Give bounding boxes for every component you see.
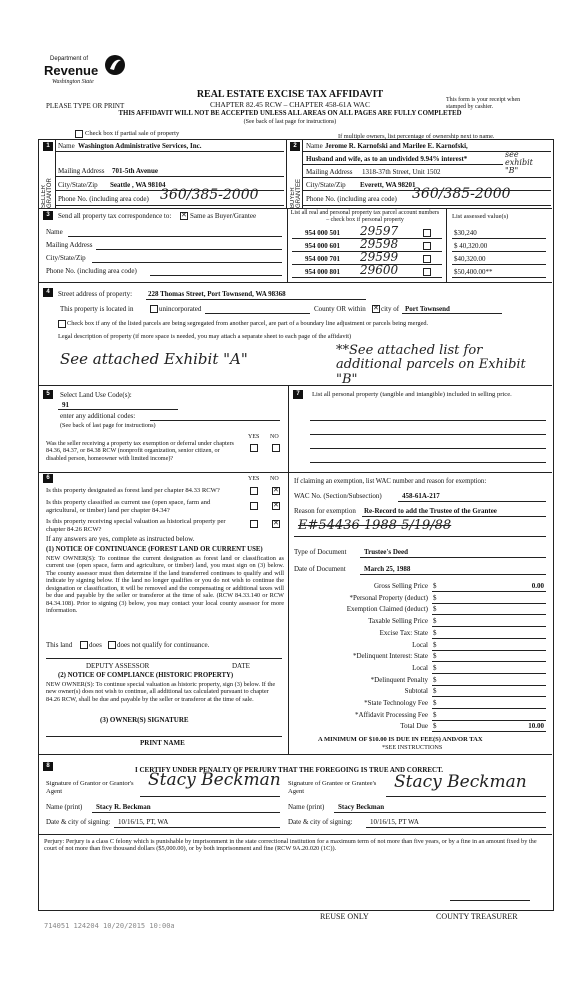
buyer-city: Everett, WA 98201 xyxy=(360,181,416,189)
logo-state: Washington State xyxy=(52,79,94,85)
land-use-see-back: (See back of last page for instructions) xyxy=(60,422,156,429)
tax-row-value: 10.00 xyxy=(528,722,544,731)
seller-name: Washington Administrative Services, Inc. xyxy=(78,142,202,150)
seller-phone: 360/385-2000 xyxy=(160,187,259,203)
grantee-date: 10/16/15, PT WA xyxy=(370,818,419,826)
exemption-intro: If claiming an exemption, list WAC number and reason for exemption: xyxy=(294,478,487,485)
tax-row-label: *Delinquent Penalty xyxy=(370,675,428,684)
city-checkbox[interactable] xyxy=(372,305,380,313)
exhibit-a-note: See attached Exhibit "A" xyxy=(60,350,248,368)
reuse-only-label: REUSE ONLY xyxy=(320,912,369,921)
land-use-code: 91 xyxy=(62,401,69,409)
logo-dept: Department of xyxy=(50,56,89,62)
see-instructions: *SEE INSTRUCTIONS xyxy=(382,744,443,751)
tax-row-label: *Delinquent Interest: State xyxy=(352,652,428,661)
personal-property-checkbox[interactable] xyxy=(423,242,431,250)
deputy-assessor-label: DEPUTY ASSESSOR xyxy=(86,662,150,670)
corr-name-label: Name xyxy=(46,228,63,236)
corr-phone-label: Phone No. (including area code) xyxy=(46,267,137,275)
personal-property-checkbox[interactable] xyxy=(423,229,431,237)
forest-no-checkbox[interactable] xyxy=(272,487,280,495)
grantee-signature: Stacy Beckman xyxy=(394,772,527,792)
grantee-signature-label: Signature of Grantee or Grantee's Agent xyxy=(288,780,377,795)
logo-swirl-icon xyxy=(104,54,126,76)
tax-row-label: Subtotal xyxy=(404,687,428,696)
county-label: County OR within xyxy=(314,305,366,313)
section-3-number: 3 xyxy=(43,211,53,220)
certify-statement: I CERTIFY UNDER PENALTY OF PERJURY THAT THE FOREGOING IS TRUE AND CORRECT. xyxy=(135,766,444,774)
additional-codes-label: enter any additional codes: xyxy=(60,412,136,420)
reason-label: Reason for exemption xyxy=(294,507,356,515)
correspondence-label: Send all property tax correspondence to: xyxy=(58,212,172,220)
logo-revenue: Revenue xyxy=(44,63,99,78)
buyer-exhibit-note: see exhibit "B" xyxy=(505,150,533,175)
section-2-number: 2 xyxy=(290,142,300,151)
form-see-back: (See back of last page for instructions) xyxy=(243,119,337,125)
grantee-date-label: Date & city of signing: xyxy=(288,818,353,826)
parcel-handwritten: 29597 xyxy=(360,224,399,238)
if-yes-note: If any answers are yes, complete as instructed below. xyxy=(46,535,195,543)
land-use-label: Select Land Use Code(s): xyxy=(60,391,132,399)
tax-row-label: Taxable Selling Price xyxy=(368,617,428,626)
notice2-title: (2) NOTICE OF COMPLIANCE (HISTORIC PROPERTY) xyxy=(58,672,234,679)
parcel-number: 954 000 701 xyxy=(305,255,340,263)
segregated-checkbox[interactable] xyxy=(58,320,66,328)
s6-yes-header: YES xyxy=(248,476,260,482)
corr-address-label: Mailing Address xyxy=(46,241,93,249)
forest-yes-checkbox[interactable] xyxy=(250,487,258,495)
section-1-number: 1 xyxy=(43,142,53,151)
tax-row-label: Local xyxy=(412,640,428,649)
notice1-text: NEW OWNER(S): To continue the current designation as forest land or classification as current use (open space, farm and agriculture, or timber) land, you must sign on (3) below. The county assessor must then determine if the land transferred continues to qualify and will indicate by signing below. If the land no longer qualifies or you do not wish to continue the designation or classification, it will be removed and the compensating or additional taxes will be due and payable by the seller or transferor at the time of sale. (RCW 84.33.140 or RCW 84.34.108). Prior to signing (3) below, you may contact your local county assessor for more information. xyxy=(46,555,284,614)
s5-yes-checkbox[interactable] xyxy=(250,444,258,452)
multiple-owners-note: If multiple owners, list percentage of ownership next to name. xyxy=(338,133,495,140)
historic-question: Is this property receiving special valuation as historical property per chapter 84.26 RCW? xyxy=(46,518,226,533)
document-type-label: Type of Document xyxy=(294,548,347,556)
seller-city-label: City/State/Zip xyxy=(58,181,98,189)
currency-sign: $ xyxy=(433,640,437,649)
assessed-value: $30,240 xyxy=(454,229,477,237)
does-label: does xyxy=(89,641,102,649)
grantee-print-name: Stacy Beckman xyxy=(338,803,385,811)
seller-address-label: Mailing Address xyxy=(58,167,105,175)
street-address-label: Street address of property: xyxy=(58,290,133,298)
currency-sign: $ xyxy=(433,663,437,672)
grantor-signature-label: Signature of Grantor or Grantor's Agent xyxy=(46,780,134,795)
recording-stamp: 714051 124204 10/20/2015 10:00a xyxy=(44,922,175,930)
seller-phone-label: Phone No. (including area code) xyxy=(58,195,149,203)
buyer-phone: 360/385-2000 xyxy=(412,186,511,202)
currency-sign: $ xyxy=(433,710,437,719)
personal-property-label: List all personal property (tangible and intangible) included in selling price. xyxy=(312,391,512,398)
located-label: This property is located in xyxy=(60,305,134,313)
section-7-number: 7 xyxy=(293,390,303,399)
section-8-number: 8 xyxy=(43,762,53,771)
unincorporated-label: unincorporated xyxy=(159,305,202,313)
street-address: 228 Thomas Street, Port Townsend, WA 98368 xyxy=(148,290,286,298)
grantor-date-label: Date & city of signing: xyxy=(46,818,111,826)
segregated-label: Check box if any of the listed parcels are being segregated from another parcel, are part of a boundary line adjustment or parcels being merged. xyxy=(67,320,429,327)
partial-sale-label: Check box if partial sale of property xyxy=(85,130,180,137)
seller-side-label: SELLER GRANTOR xyxy=(41,178,53,208)
print-note: PLEASE TYPE OR PRINT xyxy=(46,102,125,110)
currency-sign: $ xyxy=(433,628,437,637)
perjury-notice: Perjury: Perjury is a class C felony which is punishable by imprisonment in the state correctional institution for a maximum term of not more than five years, or by a fine in an amount fixed by the court of not more than five thousand dollars ($5,000.00), or by both imprisonment and fine (RCW 9A.20.020 (1C)). xyxy=(44,838,537,853)
s5-yes-header: YES xyxy=(248,434,260,440)
currency-sign: $ xyxy=(433,675,437,684)
assessed-value: $50,400.00** xyxy=(454,268,493,276)
buyer-city-label: City/State/Zip xyxy=(306,181,346,189)
assessed-header: List assessed value(s) xyxy=(452,213,509,220)
document-date: March 25, 1988 xyxy=(364,565,411,573)
s5-no-header: NO xyxy=(270,434,279,440)
currency-sign: $ xyxy=(433,582,437,590)
parcel-handwritten: 29599 xyxy=(360,250,399,264)
forest-land-question: Is this property designated as forest land per chapter 84.33 RCW? xyxy=(46,487,220,494)
s5-no-checkbox[interactable] xyxy=(272,444,280,452)
buyer-phone-label: Phone No. (including area code) xyxy=(306,195,397,203)
struck-recording-note: E#54436 1988 5/19/88 xyxy=(298,518,452,533)
currency-sign: $ xyxy=(433,699,437,707)
currency-sign: $ xyxy=(433,605,437,614)
grantor-print-name: Stacy R. Beckman xyxy=(96,803,151,811)
seller-city: Seattle , WA 98104 xyxy=(110,181,166,189)
personal-property-checkbox[interactable] xyxy=(423,268,431,276)
historic-no-checkbox[interactable] xyxy=(272,520,280,528)
buyer-address-label: Mailing Address xyxy=(306,168,353,176)
assessed-value: $ 40,320.00 xyxy=(454,242,488,250)
form-chapter: CHAPTER 82.45 RCW – CHAPTER 458-61A WAC xyxy=(210,100,370,109)
grantor-date: 10/16/15, PT, WA xyxy=(118,818,169,826)
does-not-label: does not qualify for continuance. xyxy=(117,641,210,649)
tax-row-label: *State Technology Fee xyxy=(364,699,428,707)
unincorporated-checkbox[interactable] xyxy=(150,305,158,313)
grantee-print-label: Name (print) xyxy=(288,803,325,811)
personal-property-checkbox[interactable] xyxy=(423,255,431,263)
print-name-label: PRINT NAME xyxy=(140,739,185,747)
receipt-note: This form is your receipt when stamped by cashier. xyxy=(446,97,521,111)
current-use-no-checkbox[interactable] xyxy=(272,502,280,510)
parcel-number: 954 000 801 xyxy=(305,268,340,276)
partial-sale-checkbox[interactable] xyxy=(75,130,83,138)
notice1-title: (1) NOTICE OF CONTINUANCE (FOREST LAND OR CURRENT USE) xyxy=(46,546,263,553)
grantor-signature: Stacy Beckman xyxy=(148,770,281,790)
tax-row-value: 0.00 xyxy=(531,582,544,590)
section-5-number: 5 xyxy=(43,390,53,399)
tax-row-label: *Affidavit Processing Fee xyxy=(355,710,428,719)
does-not-qualify-checkbox[interactable] xyxy=(108,641,116,649)
tax-row-label: Gross Selling Price xyxy=(373,582,428,590)
buyer-name-line2: Husband and wife, as to an undivided 9.94% interest* xyxy=(306,155,468,163)
wac-label: WAC No. (Section/Subsection) xyxy=(294,492,382,500)
does-qualify-checkbox[interactable] xyxy=(80,641,88,649)
exhibit-b-note: **See attached list for additional parcels on Exhibit "B" xyxy=(336,343,526,387)
currency-sign: $ xyxy=(433,593,437,602)
buyer-name: Jerome R. Karnofski and Marilee E. Karnofski, xyxy=(325,142,468,150)
corr-city-label: City/State/Zip xyxy=(46,254,86,262)
revenue-logo xyxy=(44,52,132,92)
same-as-buyer-label: Same as Buyer/Grantee xyxy=(190,212,257,220)
buyer-side-label: BUYER GRANTEE xyxy=(290,178,302,208)
currency-sign: $ xyxy=(433,687,437,696)
parcel-handwritten: 29600 xyxy=(360,263,399,277)
notice2-text: NEW OWNER(S): To continue special valuation as historic property, sign (3) below. If the new owner(s) does not wish to continue, all additional tax calculated pursuant to chapter 84.26 RCW, shall be due and payable by the seller or transferor at the time of sale. xyxy=(46,681,276,703)
currency-sign: $ xyxy=(433,617,437,626)
same-as-buyer-checkbox[interactable] xyxy=(180,212,188,220)
parcel-number: 954 000 601 xyxy=(305,242,340,250)
tax-row-label: Exemption Claimed (deduct) xyxy=(346,605,428,614)
form-warning: THIS AFFIDAVIT WILL NOT BE ACCEPTED UNLESS ALL AREAS ON ALL PAGES ARE FULLY COMPLETED xyxy=(118,110,462,117)
reason-value: Re-Record to add the Trustee of the Grantee xyxy=(364,507,497,515)
historic-yes-checkbox[interactable] xyxy=(250,520,258,528)
parcel-handwritten: 29598 xyxy=(360,237,399,251)
wac-number: 458-61A-217 xyxy=(402,492,440,500)
grantor-print-label: Name (print) xyxy=(46,803,83,811)
seller-address: 701-5th Avenue xyxy=(112,167,158,175)
tax-row-label: Local xyxy=(412,663,428,672)
current-use-question: Is this property classified as current use (open space, farm and agricultural, or timber) land per chapter 84.34? xyxy=(46,499,211,514)
assessed-value: $40,320.00 xyxy=(454,255,486,263)
parcels-header: List all real and personal property tax parcel account numbers – check box if personal property xyxy=(290,210,440,224)
exemption-question: Was the seller receiving a property tax exemption or deferral under chapters 84.36, 84.37, or 84.38 RCW (nonprofit organization, senior citizen, or disabled person, homeowner with limited income)? xyxy=(46,440,234,462)
minimum-fee-note: A MINIMUM OF $10.00 IS DUE IN FEE(S) AND/OR TAX xyxy=(318,736,483,743)
owner-signature-label: (3) OWNER(S) SIGNATURE xyxy=(100,716,189,724)
tax-row-label: Total Due xyxy=(400,722,428,731)
section-4-number: 4 xyxy=(43,288,53,297)
currency-sign: $ xyxy=(433,722,437,731)
legal-description-label: Legal description of property (if more space is needed, you may attach a separate sheet to each page of the affidavit) xyxy=(58,333,352,340)
current-use-yes-checkbox[interactable] xyxy=(250,502,258,510)
land-qualify-label: This land xyxy=(46,641,73,649)
tax-row-label: *Personal Property (deduct) xyxy=(349,593,428,602)
document-type: Trustee's Deed xyxy=(364,548,408,556)
buyer-address: 1318-37th Street, Unit 1502 xyxy=(362,168,441,176)
s6-no-header: NO xyxy=(270,476,279,482)
city-value: Port Townsend xyxy=(405,305,450,313)
currency-sign: $ xyxy=(433,652,437,661)
section-6-number: 6 xyxy=(43,474,53,483)
buyer-name-label: Name xyxy=(306,142,323,150)
seller-name-label: Name xyxy=(58,142,75,150)
deputy-date-label: DATE xyxy=(232,662,250,670)
form-title: REAL ESTATE EXCISE TAX AFFIDAVIT xyxy=(196,89,384,100)
county-treasurer-label: COUNTY TREASURER xyxy=(436,912,518,921)
city-of-label: city of xyxy=(381,305,400,313)
tax-row-label: Excise Tax: State xyxy=(379,628,428,637)
parcel-number: 954 000 501 xyxy=(305,229,340,237)
document-date-label: Date of Document xyxy=(294,565,346,573)
